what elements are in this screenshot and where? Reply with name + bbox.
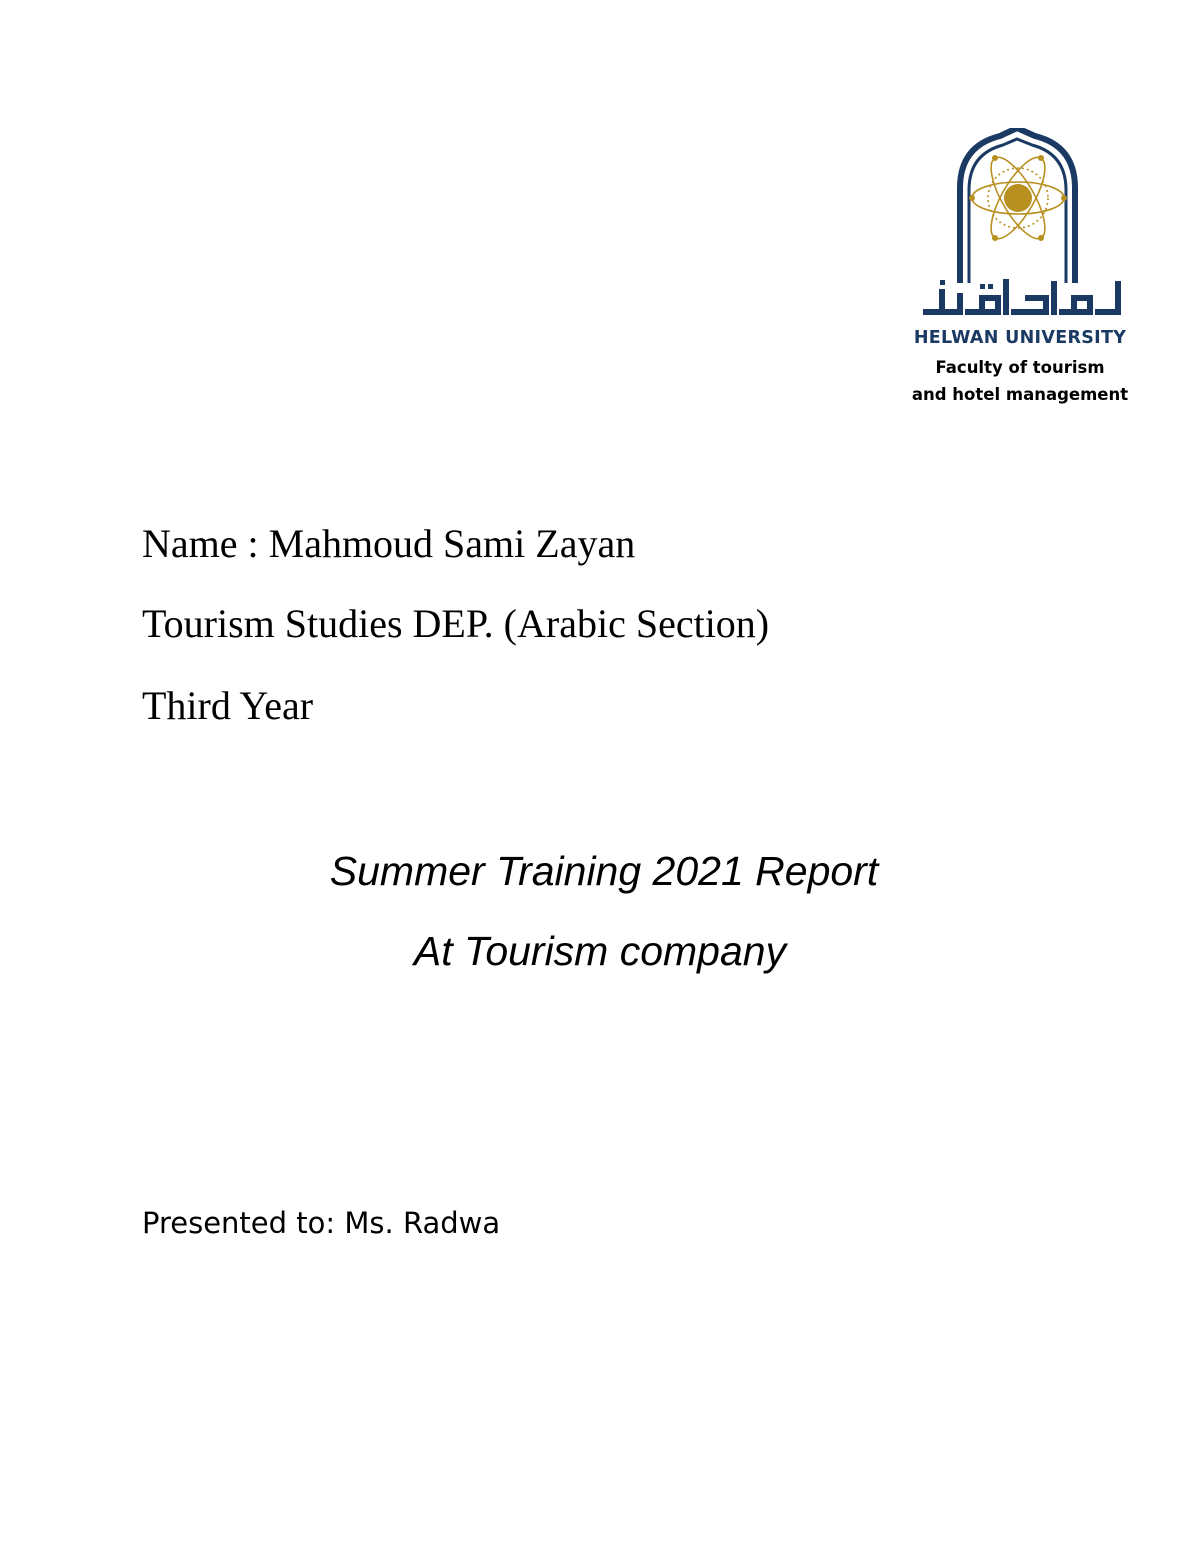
report-subtitle: At Tourism company [413,928,787,974]
university-emblem-icon [955,128,1080,283]
faculty-line-2: and hotel management [911,385,1129,404]
faculty-line-1: Faculty of tourism [935,358,1105,377]
report-title: Summer Training 2021 Report [329,848,879,894]
arabic-name-wordmark [920,278,1125,318]
university-logo [900,128,1140,418]
university-name: HELWAN UNIVERSITY [913,328,1127,348]
student-name: Name : Mahmoud Sami Zayan [142,521,636,566]
student-year: Third Year [142,683,314,728]
faculty-name [900,354,1140,408]
presented-to: Presented to: Ms. Radwa [142,1206,501,1240]
student-department: Tourism Studies DEP. (Arabic Section) [142,601,770,646]
